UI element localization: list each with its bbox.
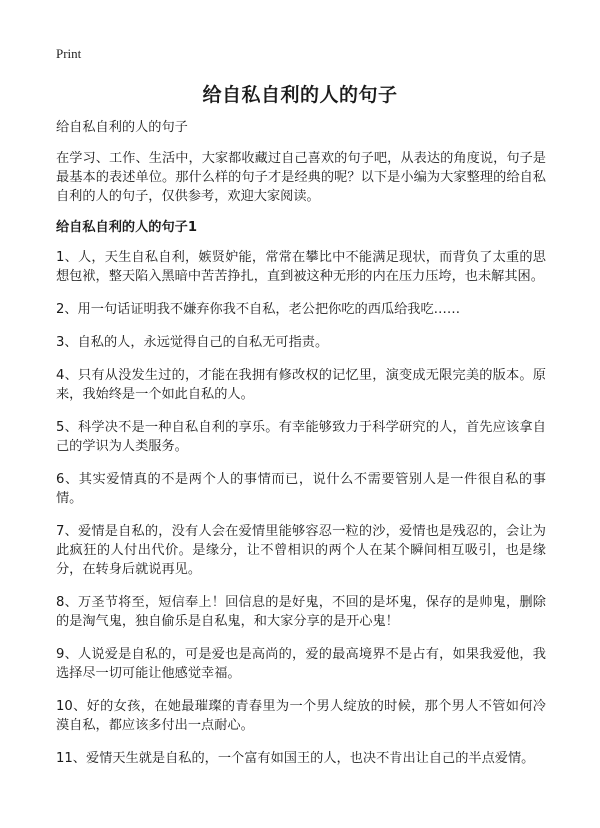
- list-item: 4、只有从没发生过的，才能在我拥有修改权的记忆里，演变成无限完美的版本。原来，我始终是一个如此自私的人。: [56, 368, 546, 402]
- list-item: 8、万圣节将至，短信奉上！回信息的是好鬼，不回的是坏鬼，保存的是帅鬼，删除的是淘气鬼，独自偷乐是自私鬼，和大家分享的是开心鬼！: [56, 595, 546, 629]
- list-item: 5、科学决不是一种自私自利的享乐。有幸能够致力于科学研究的人，首先应该拿自己的学识为人类服务。: [56, 420, 546, 454]
- list-item: 3、自私的人，永远觉得自己的自私无可指责。: [56, 335, 329, 350]
- list-item: 2、用一句话证明我不嫌弃你我不自私，老公把你吃的西瓜给我吃……: [56, 302, 461, 317]
- page-title: 给自私自利的人的句子: [202, 84, 398, 106]
- section-heading: 给自私自利的人的句子1: [56, 220, 198, 235]
- list-item: 11、爱情天生就是自私的，一个富有如国王的人，也决不肯出让自己的半点爱情。: [56, 751, 535, 766]
- list-item: 6、其实爱情真的不是两个人的事情而已，说什么不需要管别人是一件很自私的事情。: [56, 472, 546, 506]
- print-link[interactable]: Print: [56, 46, 82, 61]
- list-item: 10、好的女孩，在她最璀璨的青春里为一个男人绽放的时候，那个男人不管如何冷漠自私，都应该多付出一点耐心。: [56, 699, 546, 733]
- list-item: 9、人说爱是自私的，可是爱也是高尚的，爱的最高境界不是占有，如果我爱他，我选择尽一切可能让他感觉幸福。: [56, 647, 546, 681]
- list-item: 7、爱情是自私的，没有人会在爱情里能够容忍一粒的沙，爱情也是残忍的，会让为此疯狂的人付出代价。是缘分，让不曾相识的两个人在某个瞬间相互吸引，也是缘分，在转身后就说再见。: [56, 524, 546, 577]
- article-body: [56, 118, 546, 782]
- intro-paragraph: 在学习、工作、生活中，大家都收藏过自己喜欢的句子吧，从表达的角度说，句子是最基本的表述单位。那什么样的句子才是经典的呢？以下是小编为大家整理的给自私自利的人的句子，仅供参考，欢迎大家阅读。: [56, 151, 546, 204]
- article-subtitle: 给自私自利的人的句子: [56, 120, 188, 135]
- list-item: 1、人，天生自私自利，嫉贤妒能，常常在攀比中不能满足现状，而背负了太重的思想包袱，整天陷入黑暗中苦苦挣扎，直到被这种无形的内在压力压垮，也未解其困。: [56, 250, 546, 284]
